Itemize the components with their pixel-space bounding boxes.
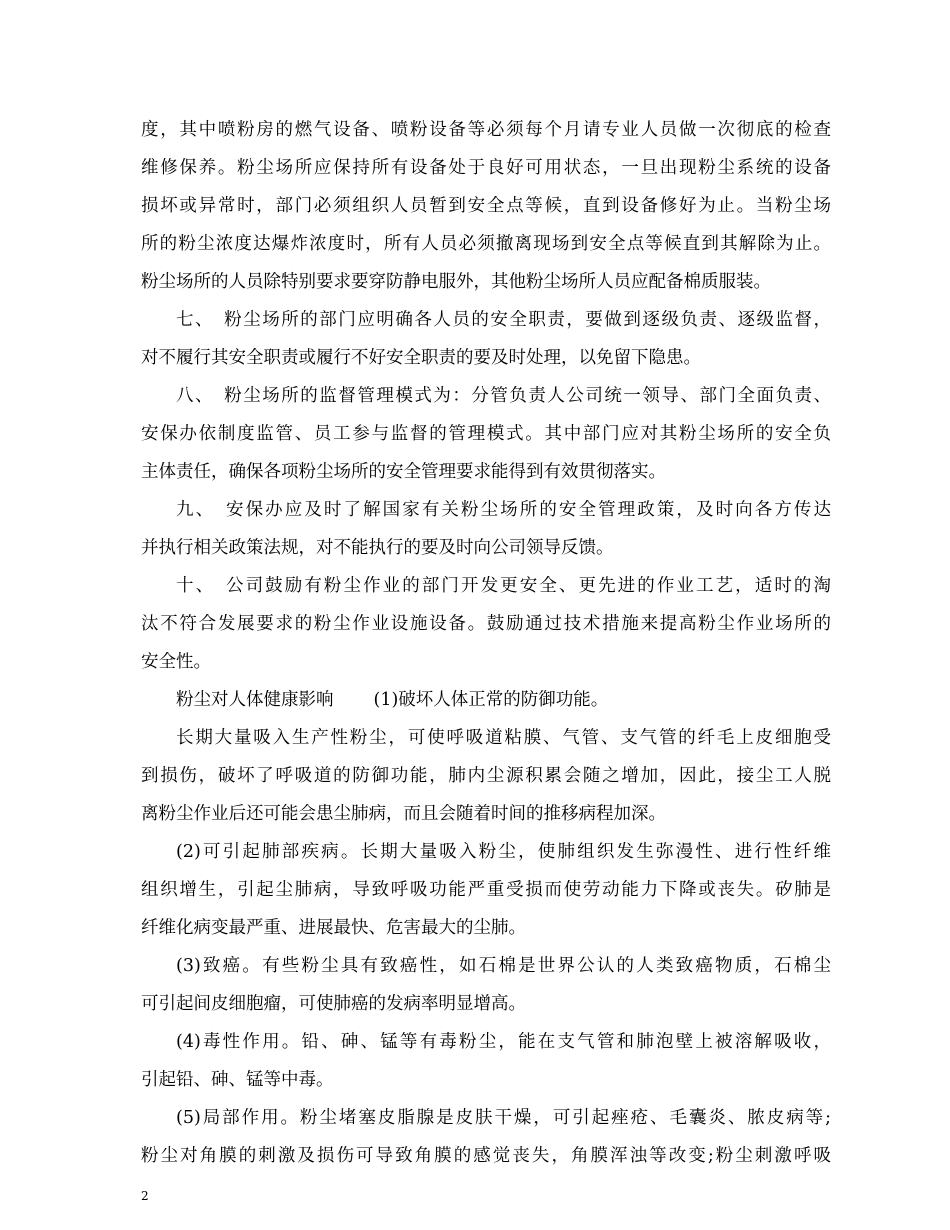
item-5-line: (5)局部作用。粉尘堵塞皮脂腺是皮肤干燥，可引起痤疮、毛囊炎、脓皮病等; [176, 1108, 831, 1128]
body-text-line: 引起铅、砷、锰等中毒。 [141, 1070, 334, 1090]
page-number: 2 [141, 1189, 149, 1203]
paragraph-8-line: 八、 粉尘场所的监督管理模式为：分管负责人公司统一领导、部门全面负责、 [176, 386, 831, 406]
body-text-line: 所的粉尘浓度达爆炸浓度时，所有人员必须撤离现场到安全点等候直到其解除为止。 [141, 234, 831, 254]
body-text-line: 对不履行其安全职责或履行不好安全职责的要及时处理，以免留下隐患。 [141, 348, 701, 368]
paragraph-7-line: 七、 粉尘场所的部门应明确各人员的安全职责，要做到逐级负责、逐级监督， [176, 310, 831, 330]
section-heading-text: 粉尘对人体健康影响 [176, 690, 334, 710]
paragraph-9-line: 九、 安保办应及时了解国家有关粉尘场所的安全管理政策，及时向各方传达 [176, 500, 831, 520]
body-text-line: 汰不符合发展要求的粉尘作业设施设备。鼓励通过技术措施来提高粉尘作业场所的 [141, 614, 831, 634]
body-text-line: 安全性。 [141, 652, 211, 672]
body-text-line: 长期大量吸入生产性粉尘，可使呼吸道粘膜、气管、支气管的纤毛上皮细胞受 [176, 728, 831, 748]
body-text-line: 粉尘对角膜的刺激及损伤可导致角膜的感觉丧失，角膜浑浊等改变;粉尘刺激呼吸 [141, 1146, 831, 1166]
item-2-line: (2)可引起肺部疾病。长期大量吸入粉尘，使肺组织发生弥漫性、进行性纤维 [176, 842, 831, 862]
body-text-line: 维修保养。粉尘场所应保持所有设备处于良好可用状态，一旦出现粉尘系统的设备 [141, 158, 831, 178]
body-text-line: 离粉尘作业后还可能会患尘肺病，而且会随着时间的推移病程加深。 [141, 804, 666, 824]
body-text-line: 纤维化病变最严重、进展最快、危害最大的尘肺。 [141, 918, 526, 938]
body-text-line: 并执行相关政策法规，对不能执行的要及时向公司领导反馈。 [141, 538, 614, 558]
item-4-line: (4)毒性作用。铅、砷、锰等有毒粉尘，能在支气管和肺泡壁上被溶解吸收， [176, 1032, 831, 1052]
body-text-line: 粉尘场所的人员除特别要求要穿防静电服外，其他粉尘场所人员应配备棉质服装。 [141, 272, 771, 292]
body-text-line: 损坏或异常时，部门必须组织人员暂到安全点等候，直到设备修好为止。当粉尘场 [141, 196, 831, 216]
section-heading [176, 684, 676, 716]
body-text-line: 安保办依制度监管、员工参与监督的管理模式。其中部门应对其粉尘场所的安全负 [141, 424, 831, 444]
body-text-line: 组织增生，引起尘肺病，导致呼吸功能严重受损而使劳动能力下降或丧失。矽肺是 [141, 880, 831, 900]
section-subheading-text: (1)破坏人体正常的防御功能。 [373, 690, 609, 710]
body-text-line: 度，其中喷粉房的燃气设备、喷粉设备等必须每个月请专业人员做一次彻底的检查 [141, 120, 831, 140]
item-3-line: (3)致癌。有些粉尘具有致癌性，如石棉是世界公认的人类致癌物质，石棉尘 [176, 956, 831, 976]
body-text-line: 可引起间皮细胞瘤，可使肺癌的发病率明显增高。 [141, 994, 526, 1014]
paragraph-10-line: 十、 公司鼓励有粉尘作业的部门开发更安全、更先进的作业工艺，适时的淘 [176, 576, 831, 596]
body-text-line: 主体责任，确保各项粉尘场所的安全管理要求能得到有效贯彻落实。 [141, 462, 666, 482]
body-text-line: 到损伤，破坏了呼吸道的防御功能，肺内尘源积累会随之增加，因此，接尘工人脱 [141, 766, 831, 786]
